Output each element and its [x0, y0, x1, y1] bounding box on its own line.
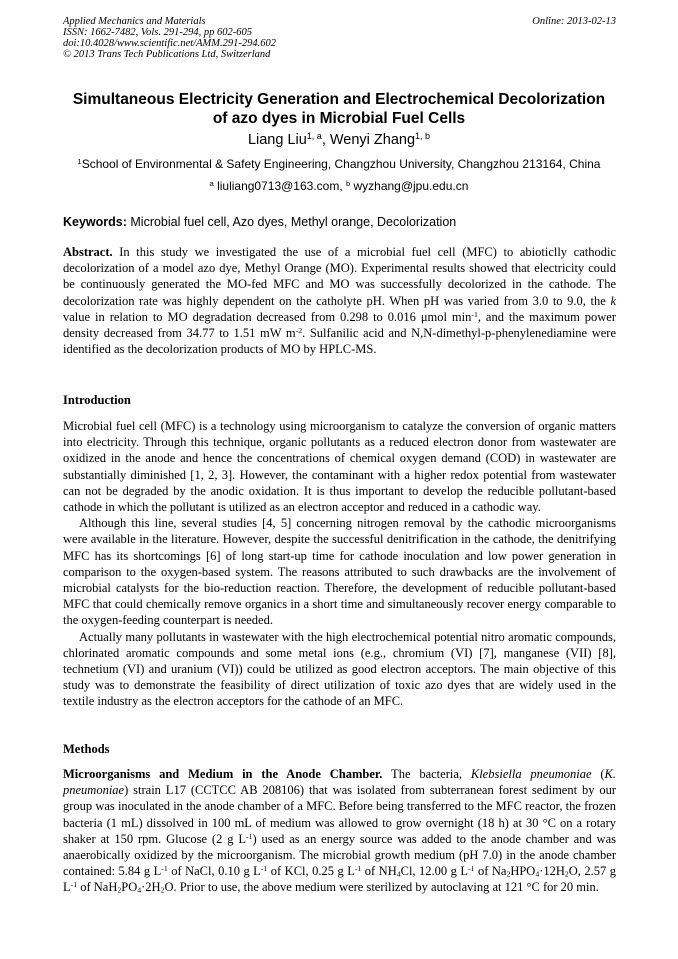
- methods-heading: Methods: [63, 742, 110, 756]
- journal-name: Applied Mechanics and Materials: [63, 16, 206, 27]
- abstract-text: . Sulfanilic acid and N,N-dimethyl-p-phenylenediamine were identified as the decolorization products of MO by HPLC-MS.: [63, 326, 616, 357]
- methods-text: PO: [121, 880, 138, 895]
- methods-text: ·2H: [141, 880, 161, 895]
- methods-text: Cl, 12.00 g L: [400, 864, 469, 879]
- paper-title: [40, 90, 638, 128]
- keywords-label: Keywords:: [63, 215, 127, 229]
- methods-text: of Na: [474, 864, 507, 879]
- title-line-2: of azo dyes in Microbial Fuel Cells: [212, 110, 466, 127]
- abstract-superscript: -1: [471, 309, 478, 319]
- methods-subscript: 4: [396, 869, 401, 879]
- journal-copyright: © 2013 Trans Tech Publications Ltd, Switzerland: [63, 49, 271, 60]
- author-2: Wenyi Zhang: [329, 132, 416, 148]
- intro-paragraph-3: Actually many pollutants in wastewater with the high electrochemical potential nitro aromatic compounds, chlorinated aromatic compounds and some metal ions (e.g., chromium (VI) [7], manganese (VII) [8], technetium (VI) and uranium (VI)) could be utilized as good electron acceptors. The main objective of this study was to demonstrate the feasibility of direct utilization of toxic azo dyes that are widely used in the textile industry as the electron acceptors for the cathode of an MFC.: [63, 629, 616, 709]
- title-line-1: Simultaneous Electricity Generation and Electrochemical Decolorization: [72, 91, 606, 108]
- abstract-label: Abstract.: [63, 245, 113, 259]
- methods-subscript: 2: [117, 885, 122, 895]
- methods-text: HPO: [510, 864, 536, 879]
- species-name: Klebsiella pneumoniae: [470, 767, 592, 781]
- methods-body: [63, 766, 616, 896]
- keywords-text: Microbial fuel cell, Azo dyes, Methyl orange, Decolorization: [126, 215, 457, 229]
- intro-paragraph-1: Microbial fuel cell (MFC) is a technology using microorganism to catalyze the conversion of organic matters into electricity. Through this technique, organic pollutants as a reduced electron donor from wastewater are oxidized in the anode and hence the concentrations of chemical oxygen demand (COD) in wastewater are substantially diminished [1, 2, 3]. However, the contaminant with a higher redox potential from wastewater can not be degraded by the anodic oxidation. It is thus important to develop the reducible pollutant-based cathode in which the pollutant is utilized as an electron acceptor and reduced in a cathodic way.: [63, 419, 616, 515]
- author-1-affil: 1, a: [306, 131, 322, 142]
- email-b[interactable]: wyzhang@jpu.edu.cn: [350, 179, 469, 193]
- abstract: [63, 244, 616, 357]
- methods-superscript: -1: [354, 863, 362, 873]
- abstract-text: value in relation to MO degradation decreased from 0.298 to 0.016 μmol min: [63, 309, 472, 324]
- methods-text: O. Prior to use, the above medium were sterilized by autoclaving at 121 °C for 20 min.: [164, 880, 599, 895]
- abstract-text: In this study we investigated the use of a microbial fuel cell (MFC) to abioticlly cathodic decolorization of a model azo dye, Methyl Orange (MO). Experimental results showed that electricity could be continuously generated the MO-fed MFC and MO was successfully decolorized in the cathode. The decolorization rate was highly dependent on the catholyte pH. When pH was varied from 3.0 to 9.0, the: [63, 245, 616, 308]
- author-list: [40, 131, 638, 149]
- author-separator: ,: [321, 132, 330, 148]
- methods-superscript: -1: [161, 863, 168, 873]
- abstract-superscript: -2: [295, 325, 303, 335]
- online-date: Online: 2013-02-13: [532, 16, 616, 27]
- methods-superscript: -1: [468, 863, 475, 873]
- methods-text: ·12H: [539, 864, 565, 879]
- author-2-affil: 1, b: [415, 131, 431, 142]
- methods-text: of NaH: [77, 880, 118, 895]
- journal-doi[interactable]: doi:10.4028/www.scientific.net/AMM.291-294.602: [63, 38, 276, 49]
- journal-issn: ISSN: 1662-7482, Vols. 291-294, pp 602-605: [63, 27, 252, 38]
- keywords: [63, 214, 623, 230]
- methods-superscript: -1: [70, 880, 78, 890]
- methods-text: of NaCl, 0.10 g L: [167, 864, 261, 879]
- methods-subheading: Microorganisms and Medium in the Anode Chamber.: [63, 767, 383, 781]
- methods-subscript: 2: [506, 869, 511, 879]
- species-name: K. pneumoniae: [63, 767, 616, 798]
- methods-superscript: -1: [245, 831, 253, 841]
- methods-subscript: 4: [137, 885, 142, 895]
- abstract-text: , and the maximum power density decreased from 34.77 to 1.51 mW m: [63, 309, 616, 341]
- methods-text: ) used as an energy source was added to the anode chamber and was anaerobically oxidized by the microorganism. The microbial growth medium (pH 7.0) in the anode chamber contained: 5.84 g L: [63, 831, 616, 879]
- methods-subscript: 2: [564, 869, 569, 879]
- methods-text: (: [591, 767, 605, 781]
- methods-text: of KCl, 0.25 g L: [267, 864, 355, 879]
- abstract-k-symbol: k: [610, 293, 616, 308]
- affiliation-number: 1: [77, 156, 82, 166]
- methods-superscript: -1: [260, 863, 268, 873]
- introduction-heading: Introduction: [63, 393, 131, 407]
- affiliation-text: School of Environmental & Safety Engineering, Changzhou University, Changzhou 213164, China: [81, 157, 601, 171]
- email-a-marker: a: [209, 178, 214, 188]
- affiliation: [40, 157, 638, 172]
- methods-text: O, 2.57 g L: [63, 864, 617, 895]
- methods-text: of NH: [361, 864, 397, 879]
- methods-text: ) strain L17 (CCTCC AB 208106) that was isolated from subterranean forest sediment by our group was inoculated in the anode chamber of a MFC. Before being transferred to the MFC reactor, the frozen bacteria (1 mL) dissolved in 100 mL of medium was allowed to grow overnight (18 h) at 30 °C on a rotary shaker at 150 rpm. Glucose (2 g L: [63, 783, 616, 846]
- email-b-marker: b: [346, 178, 351, 188]
- author-1: Liang Liu: [247, 132, 307, 148]
- methods-subscript: 4: [535, 869, 540, 879]
- introduction-body: [63, 418, 616, 710]
- journal-header: [63, 16, 616, 60]
- email-a[interactable]: liuliang0713@163.com,: [213, 179, 346, 193]
- methods-subscript: 2: [160, 885, 165, 895]
- methods-text: The bacteria,: [382, 767, 471, 781]
- intro-paragraph-2: Although this line, several studies [4, 5] concerning nitrogen removal by the cathodic microorganisms were available in the literature. However, despite the successful denitrification in the cathode, the denitrifying MFC has its shortcomings [6] of long start-up time for cathode inoculation and low power generation in comparison to the oxygen-based system. The reasons attributed to such drawbacks are the involvement of microbial catalysts for the bio-reduction reaction. Therefore, the development of reducible pollutant-based MFC that could chemically remove organics in a short time and simultaneously recover energy comparable to the oxygen-feeding counterpart is needed.: [63, 516, 616, 628]
- author-emails: [40, 179, 638, 194]
